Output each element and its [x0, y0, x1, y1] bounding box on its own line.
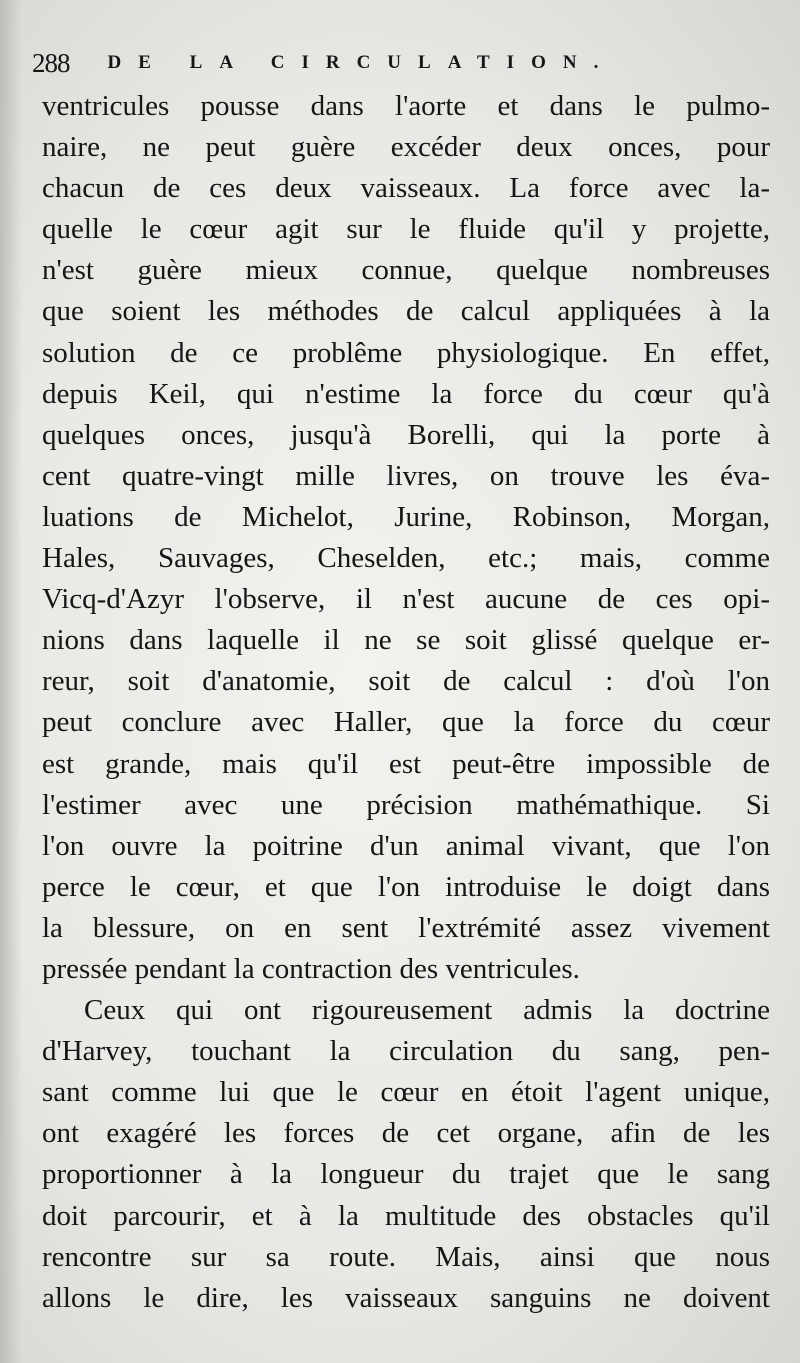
text-line: peut conclure avec Haller, que la force du cœur — [42, 706, 770, 739]
paragraph — [42, 990, 770, 1319]
text-line: rencontre sur sa route. Mais, ainsi que nous — [42, 1240, 770, 1273]
paragraph — [42, 86, 770, 990]
text-line: d'Harvey, touchant la circulation du sang, pen- — [42, 1035, 770, 1068]
text-line: la blessure, on en sent l'extrémité assez vivement — [42, 911, 770, 944]
text-line: Ceux qui ont rigoureusement admis la doctrine — [84, 994, 770, 1027]
text-line: allons le dire, les vaisseaux sanguins ne doivent — [42, 1281, 770, 1314]
text-line: chacun de ces deux vaisseaux. La force avec la- — [42, 172, 770, 205]
text-line: solution de ce problême physiologique. En effet, — [42, 336, 770, 369]
text-line: quelle le cœur agit sur le fluide qu'il y projette, — [42, 213, 770, 246]
text-line: ventricules pousse dans l'aorte et dans le pulmo- — [42, 90, 770, 122]
text-line: quelques onces, jusqu'à Borelli, qui la porte à — [42, 418, 770, 451]
text-line: sant comme lui que le cœur en étoit l'agent unique, — [42, 1076, 770, 1109]
text-line: pressée pendant la contraction des ventricules. — [42, 952, 580, 985]
text-line: l'on ouvre la poitrine d'un animal vivant, que l'on — [42, 829, 770, 862]
text-line: cent quatre-vingt mille livres, on trouve les éva- — [42, 459, 770, 492]
text-line: ont exagéré les forces de cet organe, afin de les — [42, 1117, 770, 1150]
text-line: proportionner à la longueur du trajet que le sang — [42, 1158, 770, 1191]
body-text — [42, 86, 770, 1319]
text-line: luations de Michelot, Jurine, Robinson, Morgan, — [42, 500, 770, 533]
page-gutter-shadow — [0, 0, 22, 1363]
text-line: nions dans laquelle il ne se soit glissé quelque er- — [42, 624, 770, 657]
text-line: n'est guère mieux connue, quelque nombreuses — [42, 254, 770, 287]
text-line: naire, ne peut guère excéder deux onces, pour — [42, 131, 770, 164]
text-line: l'estimer avec une précision mathémathique. Si — [42, 788, 770, 821]
page-number: 288 — [32, 48, 70, 78]
text-line: depuis Keil, qui n'estime la force du cœur qu'à — [42, 377, 770, 410]
text-line: perce le cœur, et que l'on introduise le doigt dans — [42, 870, 770, 903]
running-head — [32, 46, 732, 80]
text-line: que soient les méthodes de calcul appliquées à la — [42, 295, 770, 328]
running-title: DE LA CIRCULATION. — [107, 52, 616, 73]
text-line: Hales, Sauvages, Cheselden, etc.; mais, comme — [42, 542, 770, 575]
text-line: doit parcourir, et à la multitude des obstacles qu'il — [42, 1199, 770, 1232]
text-line: Vicq-d'Azyr l'observe, il n'est aucune de ces opi- — [42, 583, 770, 616]
text-line: est grande, mais qu'il est peut-être impossible de — [42, 747, 770, 780]
text-line: reur, soit d'anatomie, soit de calcul : d'où l'on — [42, 665, 770, 698]
